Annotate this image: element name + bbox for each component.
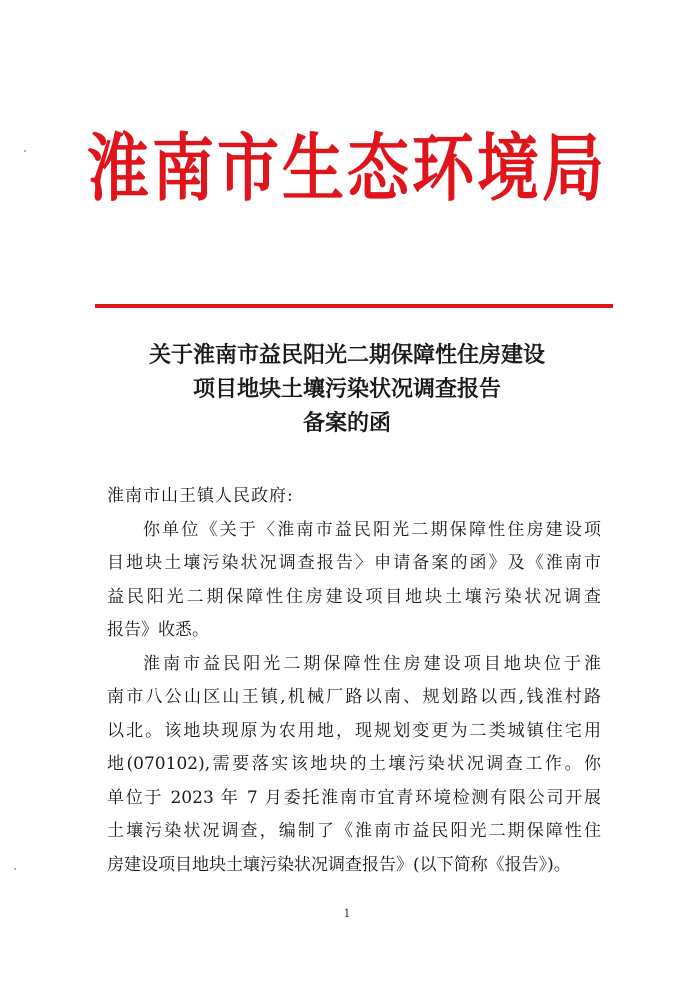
title-line-2: 项目地块土壤污染状况调查报告	[192, 376, 501, 402]
paragraph-line: 房建设项目地块土壤污染状况调查报告》(以下简称《报告》)。	[107, 854, 571, 875]
page-number: 1	[343, 907, 351, 920]
scan-speck	[14, 868, 16, 870]
paragraph-line: 土壤污染状况调查，编制了《淮南市益民阳光二期保障性住	[107, 821, 601, 841]
paragraph-line: 淮南市益民阳光二期保障性住房建设项目地块位于淮	[143, 653, 601, 674]
title-line-1: 关于淮南市益民阳光二期保障性住房建设	[148, 342, 545, 368]
scan-speck	[24, 150, 26, 152]
paragraph-line: 单位于 2023 年 7 月委托淮南市宜青环境检测有限公司开展	[107, 787, 601, 808]
red-header-rule	[95, 304, 613, 308]
paragraph-line: 你单位《关于〈淮南市益民阳光二期保障性住房建设项	[143, 519, 601, 540]
document-body	[107, 480, 601, 882]
paragraph-line: 以北。该地块现原为农用地，现规划变更为二类城镇住宅用	[107, 720, 601, 741]
paragraph-2	[107, 648, 601, 883]
paragraph-line: 报告》收悉。	[107, 620, 209, 640]
paragraph-line: 南市八公山区山王镇,机械厂路以南、规划路以西,钱淮村路	[107, 687, 601, 707]
issuing-authority-header: 淮南市生态环境局	[86, 125, 607, 212]
document-title	[0, 338, 694, 440]
paragraph-line: 目地块土壤污染状况调查报告〉申请备案的函》及《淮南市	[107, 553, 601, 573]
addressee: 淮南市山王镇人民政府:	[107, 486, 294, 506]
paragraph-line: 益民阳光二期保障性住房建设项目地块土壤污染状况调查	[107, 586, 601, 607]
paragraph-line: 地(070102),需要落实该地块的土壤污染状况调查工作。你	[107, 754, 601, 774]
paragraph-1	[107, 514, 601, 648]
title-line-3: 备案的函	[302, 410, 391, 436]
